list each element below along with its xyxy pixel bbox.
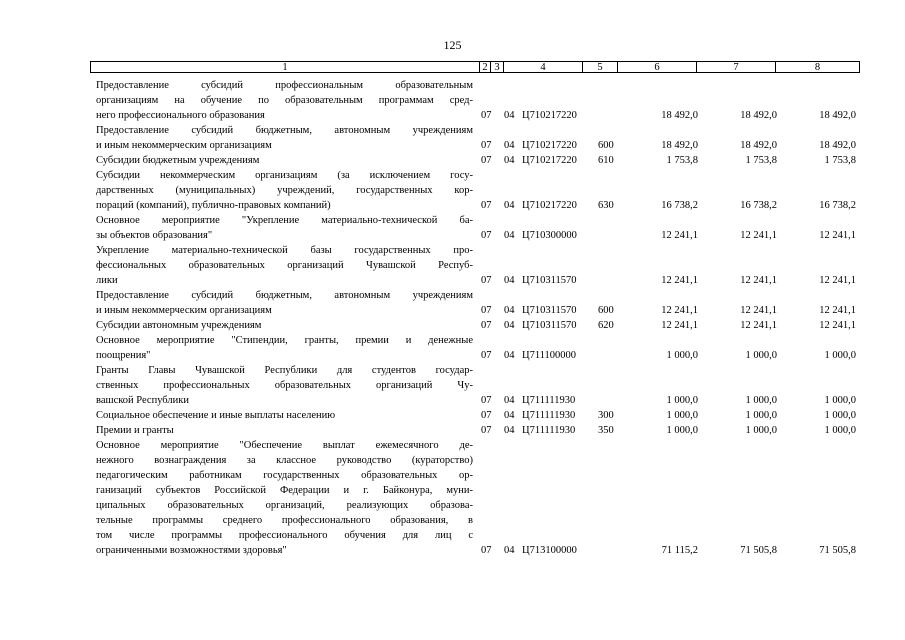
section-code: 07 bbox=[481, 350, 492, 361]
header-cell-6: 6 bbox=[617, 61, 697, 73]
table-row bbox=[0, 288, 905, 318]
amount-col-6: 1 000,0 bbox=[666, 410, 698, 421]
amount-col-6: 71 115,2 bbox=[661, 545, 698, 556]
table-row bbox=[0, 213, 905, 243]
target-article-code: Ц711111930 bbox=[522, 395, 576, 406]
amount-col-6: 12 241,1 bbox=[661, 230, 698, 241]
header-cell-7: 7 bbox=[696, 61, 776, 73]
subsection-code: 04 bbox=[504, 140, 515, 151]
amount-col-7: 1 000,0 bbox=[745, 425, 777, 436]
amount-col-8: 1 000,0 bbox=[824, 395, 856, 406]
row-name-line: ганизаций субъектов Российской Федерации и г. Байконура, муни- bbox=[96, 485, 473, 496]
row-values bbox=[0, 138, 905, 153]
amount-col-7: 12 241,1 bbox=[740, 275, 777, 286]
table-header bbox=[90, 61, 860, 73]
row-name-line: зы объектов образования" bbox=[96, 230, 213, 241]
target-article-code: Ц711111930 bbox=[522, 425, 576, 436]
amount-col-7: 12 241,1 bbox=[740, 305, 777, 316]
amount-col-7: 18 492,0 bbox=[740, 140, 777, 151]
row-name-line: Предоставление субсидий профессиональным образовательным bbox=[96, 80, 473, 91]
row-values bbox=[0, 408, 905, 423]
subsection-code: 04 bbox=[504, 320, 515, 331]
row-name-line: него профессионального образования bbox=[96, 110, 265, 121]
target-article-code: Ц710217220 bbox=[522, 200, 577, 211]
expense-type-code: 620 bbox=[598, 320, 614, 331]
section-code: 07 bbox=[481, 545, 492, 556]
amount-col-8: 12 241,1 bbox=[819, 230, 856, 241]
table-row bbox=[0, 318, 905, 333]
table-row bbox=[0, 438, 905, 558]
row-name-line: Предоставление субсидий бюджетным, автономным учреждениям bbox=[96, 290, 473, 301]
row-name-line: фессиональных образовательных организаций Чувашской Респуб- bbox=[96, 260, 473, 271]
page-number: 125 bbox=[443, 38, 462, 52]
section-code: 07 bbox=[481, 140, 492, 151]
row-values bbox=[0, 348, 905, 363]
amount-col-7: 1 753,8 bbox=[745, 155, 777, 166]
expense-type-code: 300 bbox=[598, 410, 614, 421]
row-name-line: Предоставление субсидий бюджетным, автономным учреждениям bbox=[96, 125, 473, 136]
subsection-code: 04 bbox=[504, 155, 515, 166]
row-name-line: Основное мероприятие "Обеспечение выплат ежемесячного де- bbox=[96, 440, 473, 451]
row-values bbox=[0, 543, 905, 558]
subsection-code: 04 bbox=[504, 395, 515, 406]
amount-col-6: 12 241,1 bbox=[661, 320, 698, 331]
amount-col-8: 1 000,0 bbox=[824, 350, 856, 361]
target-article-code: Ц711111930 bbox=[522, 410, 576, 421]
amount-col-6: 16 738,2 bbox=[661, 200, 698, 211]
row-values bbox=[0, 303, 905, 318]
amount-col-7: 1 000,0 bbox=[745, 410, 777, 421]
amount-col-8: 12 241,1 bbox=[819, 320, 856, 331]
subsection-code: 04 bbox=[504, 410, 515, 421]
amount-col-6: 1 753,8 bbox=[666, 155, 698, 166]
header-cell-3: 3 bbox=[490, 61, 504, 73]
row-name-line: Социальное обеспечение и иные выплаты населению bbox=[96, 410, 336, 421]
amount-col-7: 18 492,0 bbox=[740, 110, 777, 121]
row-name-line: Основное мероприятие "Укрепление материально-технической ба- bbox=[96, 215, 473, 226]
subsection-code: 04 bbox=[504, 305, 515, 316]
amount-col-8: 12 241,1 bbox=[819, 305, 856, 316]
row-name-line: лики bbox=[96, 275, 118, 286]
expense-type-code: 350 bbox=[598, 425, 614, 436]
target-article-code: Ц713100000 bbox=[522, 545, 577, 556]
row-values bbox=[0, 108, 905, 123]
target-article-code: Ц710300000 bbox=[522, 230, 577, 241]
amount-col-8: 16 738,2 bbox=[819, 200, 856, 211]
row-name-line: ственных профессиональных образовательных организаций Чу- bbox=[96, 380, 473, 391]
section-code: 07 bbox=[481, 320, 492, 331]
subsection-code: 04 bbox=[504, 200, 515, 211]
row-name-line: ограниченными возможностями здоровья" bbox=[96, 545, 287, 556]
header-cell-1: 1 bbox=[90, 61, 480, 73]
amount-col-6: 1 000,0 bbox=[666, 350, 698, 361]
subsection-code: 04 bbox=[504, 230, 515, 241]
table-row bbox=[0, 153, 905, 168]
row-name-line: тельные программы среднего профессионального образования, в bbox=[96, 515, 473, 526]
amount-col-8: 1 000,0 bbox=[824, 425, 856, 436]
table-row bbox=[0, 78, 905, 123]
row-name-line: пораций (компаний), публично-правовых компаний) bbox=[96, 200, 331, 211]
subsection-code: 04 bbox=[504, 110, 515, 121]
section-code: 07 bbox=[481, 395, 492, 406]
section-code: 07 bbox=[481, 275, 492, 286]
row-name-line: вашской Республики bbox=[96, 395, 189, 406]
subsection-code: 04 bbox=[504, 545, 515, 556]
row-name-line: дарственных (муниципальных) учреждений, государственных кор- bbox=[96, 185, 473, 196]
amount-col-7: 1 000,0 bbox=[745, 350, 777, 361]
section-code: 07 bbox=[481, 230, 492, 241]
section-code: 07 bbox=[481, 155, 492, 166]
amount-col-8: 18 492,0 bbox=[819, 140, 856, 151]
row-name-line: и иным некоммерческим организациям bbox=[96, 305, 272, 316]
amount-col-8: 71 505,8 bbox=[819, 545, 856, 556]
amount-col-8: 1 000,0 bbox=[824, 410, 856, 421]
row-name-line: Укрепление материально-технической базы государственных про- bbox=[96, 245, 473, 256]
amount-col-7: 12 241,1 bbox=[740, 230, 777, 241]
row-name-line: Основное мероприятие "Стипендии, гранты, премии и денежные bbox=[96, 335, 473, 346]
row-name-line: Премии и гранты bbox=[96, 425, 174, 436]
row-name-line: педагогическим работникам государственных образовательных ор- bbox=[96, 470, 473, 481]
subsection-code: 04 bbox=[504, 350, 515, 361]
row-name-line: Субсидии автономным учреждениям bbox=[96, 320, 262, 331]
amount-col-6: 18 492,0 bbox=[661, 110, 698, 121]
target-article-code: Ц710311570 bbox=[522, 275, 577, 286]
amount-col-8: 12 241,1 bbox=[819, 275, 856, 286]
table-row bbox=[0, 123, 905, 153]
section-code: 07 bbox=[481, 410, 492, 421]
amount-col-7: 12 241,1 bbox=[740, 320, 777, 331]
section-code: 07 bbox=[481, 110, 492, 121]
section-code: 07 bbox=[481, 425, 492, 436]
row-name-line: организациям на обучение по образовательным программам сред- bbox=[96, 95, 473, 106]
row-values bbox=[0, 198, 905, 213]
row-values bbox=[0, 393, 905, 408]
target-article-code: Ц710217220 bbox=[522, 155, 577, 166]
row-name-line: поощрения" bbox=[96, 350, 151, 361]
amount-col-7: 1 000,0 bbox=[745, 395, 777, 406]
subsection-code: 04 bbox=[504, 425, 515, 436]
subsection-code: 04 bbox=[504, 275, 515, 286]
row-name bbox=[96, 438, 473, 558]
section-code: 07 bbox=[481, 305, 492, 316]
section-code: 07 bbox=[481, 200, 492, 211]
amount-col-7: 16 738,2 bbox=[740, 200, 777, 211]
amount-col-6: 1 000,0 bbox=[666, 425, 698, 436]
amount-col-6: 12 241,1 bbox=[661, 275, 698, 286]
amount-col-8: 18 492,0 bbox=[819, 110, 856, 121]
amount-col-6: 18 492,0 bbox=[661, 140, 698, 151]
header-cell-8: 8 bbox=[775, 61, 860, 73]
table-row bbox=[0, 423, 905, 438]
amount-col-6: 12 241,1 bbox=[661, 305, 698, 316]
row-name-line: ципальных образовательных организаций, реализующих образова- bbox=[96, 500, 473, 511]
amount-col-7: 71 505,8 bbox=[740, 545, 777, 556]
row-name-line: Субсидии бюджетным учреждениям bbox=[96, 155, 260, 166]
table-row bbox=[0, 333, 905, 363]
table-row bbox=[0, 168, 905, 213]
header-cell-4: 4 bbox=[503, 61, 583, 73]
table-body bbox=[0, 78, 905, 558]
expense-type-code: 600 bbox=[598, 305, 614, 316]
row-name-line: Гранты Главы Чувашской Республики для студентов государ- bbox=[96, 365, 473, 376]
row-values bbox=[0, 273, 905, 288]
row-values bbox=[0, 228, 905, 243]
row-name-line: и иным некоммерческим организациям bbox=[96, 140, 272, 151]
target-article-code: Ц711100000 bbox=[522, 350, 577, 361]
table-row bbox=[0, 408, 905, 423]
table-row bbox=[0, 363, 905, 408]
target-article-code: Ц710217220 bbox=[522, 110, 577, 121]
row-values bbox=[0, 153, 905, 168]
amount-col-6: 1 000,0 bbox=[666, 395, 698, 406]
row-name-line: том числе программы профессионального обучения для лиц с bbox=[96, 530, 473, 541]
expense-type-code: 610 bbox=[598, 155, 614, 166]
row-name-line: нежного вознаграждения за классное руководство (кураторство) bbox=[96, 455, 473, 466]
table-row bbox=[0, 243, 905, 288]
target-article-code: Ц710311570 bbox=[522, 305, 577, 316]
target-article-code: Ц710311570 bbox=[522, 320, 577, 331]
row-values bbox=[0, 318, 905, 333]
expense-type-code: 600 bbox=[598, 140, 614, 151]
header-cell-2: 2 bbox=[479, 61, 491, 73]
row-values bbox=[0, 423, 905, 438]
expense-type-code: 630 bbox=[598, 200, 614, 211]
row-name-line: Субсидии некоммерческим организациям (за исключением госу- bbox=[96, 170, 473, 181]
header-cell-5: 5 bbox=[582, 61, 618, 73]
target-article-code: Ц710217220 bbox=[522, 140, 577, 151]
amount-col-8: 1 753,8 bbox=[824, 155, 856, 166]
